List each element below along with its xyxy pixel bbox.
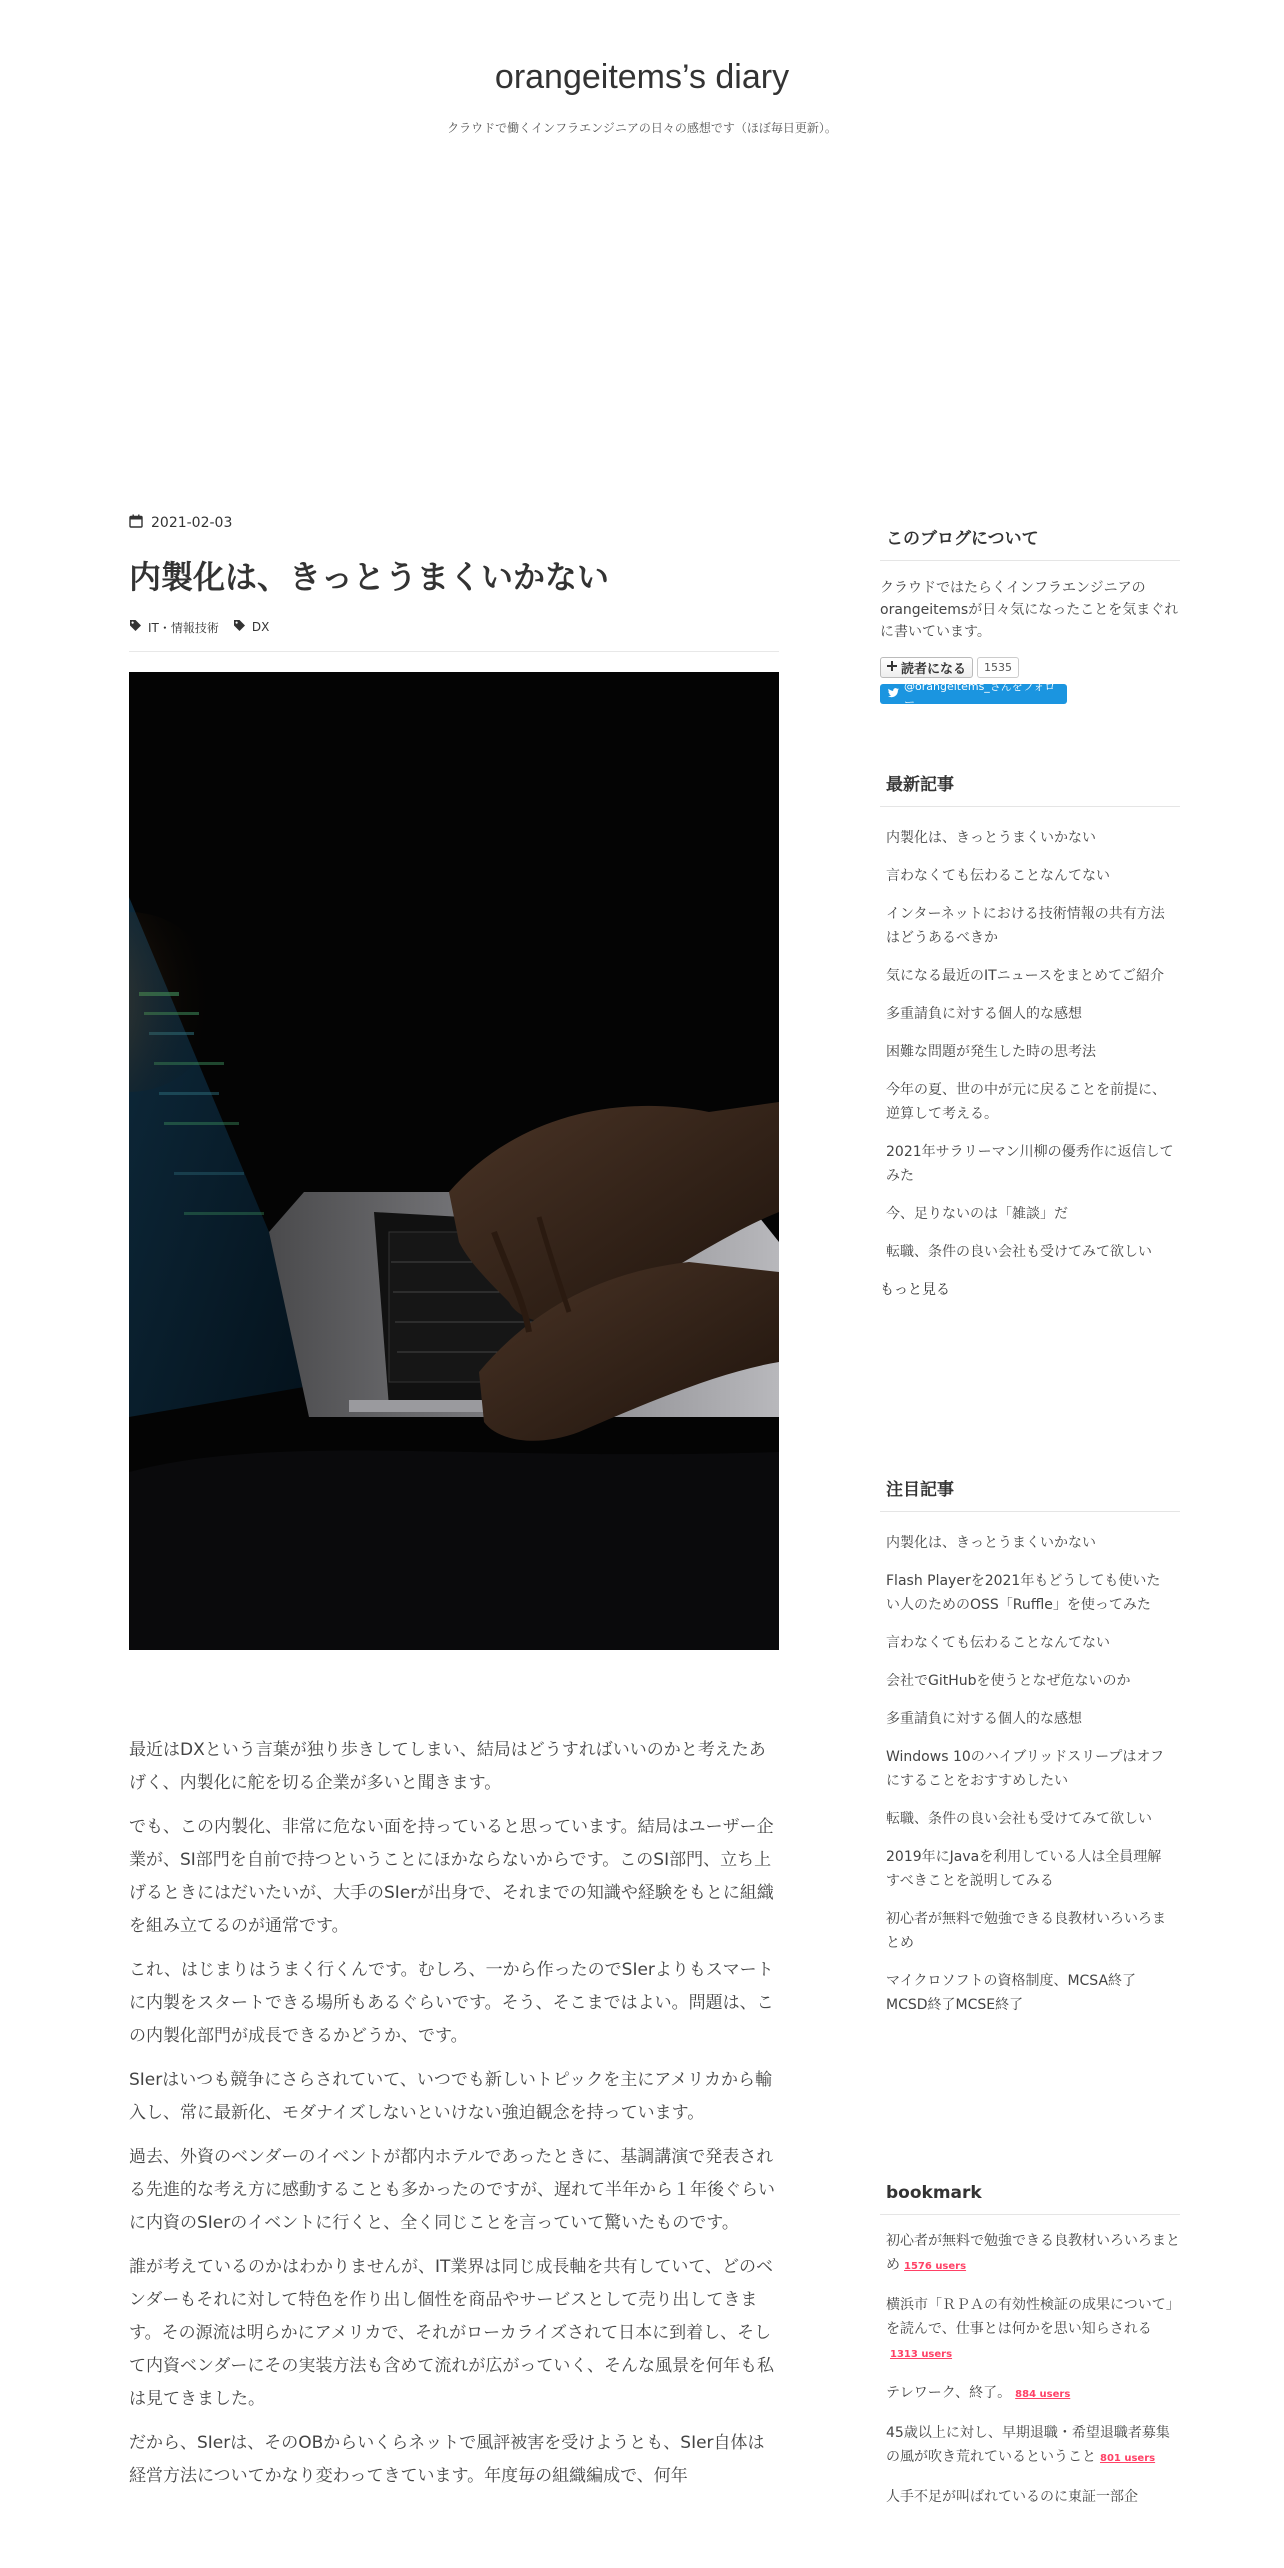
eyecatch-laptop-photo	[129, 672, 779, 1650]
popular-item	[880, 1662, 1180, 1700]
sidebar-bookmark-module	[880, 2183, 1180, 2523]
recent-item	[880, 857, 1180, 895]
popular-item-link[interactable]: 内製化は、きっとうまくいかない	[886, 1535, 1096, 1551]
entry-article	[129, 513, 779, 2504]
recent-item	[880, 1133, 1180, 1195]
bookmark-item-link[interactable]: 横浜市「ＲＰＡの有効性検証の成果について」を読んで、仕事とは何かを思い知らされる	[886, 2297, 1180, 2337]
blog-title-link[interactable]: orangeitems’s diary	[494, 58, 790, 96]
popular-item	[880, 1838, 1180, 1900]
subscribe-label: 読者になる	[901, 662, 967, 677]
popular-item-link[interactable]: 言わなくても伝わることなんてない	[886, 1635, 1110, 1651]
tag-icon	[129, 619, 142, 635]
popular-item	[880, 1524, 1180, 1562]
blog-description: クラウドで働くインフラエンジニアの日々の感想です（ほぼ毎日更新）。	[447, 121, 837, 135]
subscribe-button[interactable]	[880, 657, 973, 678]
bookmark-item-link[interactable]: 人手不足が叫ばれているのに東証一部企	[886, 2489, 1138, 2505]
category-label: DX	[251, 620, 270, 634]
bookmark-item-link[interactable]: テレワーク、終了。	[886, 2385, 1012, 2401]
entry-paragraph: 過去、外資のベンダーのイベントが都内ホテルであったときに、基調講演で発表される先進的な考え方に感動することも多かったのですが、遅れて半年から１年後ぐらいに内資のSIerのイベントに行くと、全く同じことを言っていて驚いたものです。	[129, 2147, 775, 2233]
popular-item-link[interactable]: 初心者が無料で勉強できる良教材いろいろまとめ	[886, 1911, 1166, 1951]
category-dx[interactable]	[233, 619, 269, 635]
popular-item	[880, 1800, 1180, 1838]
recent-item-link[interactable]: 今年の夏、世の中が元に戻ることを前提に、逆算して考える。	[886, 1082, 1166, 1122]
popular-item-link[interactable]: 転職、条件の良い会社も受けてみて欲しい	[886, 1811, 1152, 1827]
about-text: クラウドではたらくインフラエンジニアのorangeitemsが日々気になったことを気まぐれに書いています。	[880, 580, 1179, 640]
popular-item-link[interactable]: 多重請負に対する個人的な感想	[886, 1711, 1082, 1727]
popular-item-link[interactable]: マイクロソフトの資格制度、MCSA終了MCSD終了MCSE終了	[886, 1973, 1137, 2013]
blog-header	[0, 58, 1284, 136]
bookmark-item-link[interactable]: 45歳以上に対し、早期退職・希望退職者募集の風が吹き荒れているということ	[886, 2425, 1170, 2465]
bookmark-count[interactable]: 1576 users	[904, 2261, 967, 2272]
recent-item-link[interactable]: 今、足りないのは「雑談」だ	[886, 1206, 1068, 1222]
recent-item	[880, 1033, 1180, 1071]
bookmark-item	[880, 2229, 1180, 2293]
entry-title[interactable]: 内製化は、きっとうまくいかない	[129, 558, 610, 596]
recent-item-link[interactable]: 困難な問題が発生した時の思考法	[886, 1044, 1096, 1060]
category-it[interactable]	[129, 619, 219, 636]
popular-item-link[interactable]: 会社でGitHubを使うとなぜ危ないのか	[886, 1673, 1131, 1689]
recent-item	[880, 1233, 1180, 1271]
recent-item	[880, 895, 1180, 957]
title-divider	[129, 651, 779, 652]
bookmark-item	[880, 2485, 1180, 2523]
bookmark-item	[880, 2381, 1180, 2421]
twitter-follow-label: @orangeitems_さんをフォロー	[904, 680, 1056, 709]
recent-item-link[interactable]: 内製化は、きっとうまくいかない	[886, 830, 1096, 846]
recent-more-link[interactable]: もっと見る	[880, 1282, 950, 1298]
twitter-follow-button[interactable]	[880, 680, 1067, 709]
bookmark-count[interactable]: 801 users	[1100, 2453, 1156, 2464]
bookmark-item	[880, 2293, 1180, 2381]
about-title: このブログについて	[880, 524, 1180, 561]
popular-item	[880, 1562, 1180, 1624]
twitter-icon	[888, 688, 899, 701]
recent-item-link[interactable]: 言わなくても伝わることなんてない	[886, 868, 1110, 884]
bookmark-list	[880, 2229, 1180, 2523]
popular-list	[880, 1524, 1180, 2024]
popular-item-link[interactable]: Windows 10のハイブリッドスリープはオフにすることをおすすめしたい	[886, 1749, 1164, 1789]
entry-paragraph: でも、この内製化、非常に危ない面を持っていると思っています。結局はユーザー企業が、SI部門を自前で持つということにほかならないからです。このSI部門、立ち上げるときにはだいたいが、大手のSIerが出身で、それまでの知識や経験をもとに組織を組み立てるのが通常です。	[129, 1817, 774, 1936]
popular-item	[880, 1624, 1180, 1662]
recent-item	[880, 1195, 1180, 1233]
popular-item	[880, 1700, 1180, 1738]
entry-paragraph: SIerはいつも競争にさらされていて、いつでも新しいトピックを主にアメリカから輸入し、常に最新化、モダナイズしないといけない強迫観念を持っています。	[129, 2070, 773, 2123]
bookmark-count[interactable]: 1313 users	[890, 2349, 953, 2360]
popular-item-link[interactable]: Flash Playerを2021年もどうしても使いたい人のためのOSS「Ruffle」を使ってみた	[886, 1573, 1161, 1613]
sidebar-recent-module	[880, 770, 1180, 1299]
entry-body	[129, 1734, 779, 2493]
bookmark-item-link[interactable]: 初心者が無料で勉強できる良教材いろいろまとめ	[886, 2233, 1180, 2273]
reader-row	[880, 657, 1180, 678]
recent-item	[880, 957, 1180, 995]
entry-date-text: 2021-02-03	[151, 515, 233, 531]
category-label: IT・情報技術	[148, 620, 219, 635]
popular-item	[880, 1962, 1180, 2024]
entry-paragraph: これ、はじまりはうまく行くんです。むしろ、一から作ったのでSIerよりもスマートに内製をスタートできる場所もあるぐらいです。そう、そこまではよい。問題は、この内製化部門が成長できるかどうか、です。	[129, 1960, 774, 2046]
recent-list	[880, 819, 1180, 1271]
recent-item-link[interactable]: 2021年サラリーマン川柳の優秀作に返信してみた	[886, 1144, 1174, 1184]
sidebar-popular-module	[880, 1475, 1180, 2024]
entry-paragraph: 誰が考えているのかはわかりませんが、IT業界は同じ成長軸を共有していて、どのベンダーもそれに対して特色を作り出し個性を商品やサービスとして売り出してきます。その源流は明らかにアメリカで、それがローカライズされて日本に到着し、そして内資ベンダーにその実装方法も含めて流れが広がっていく、そんな風景を何年も私は見てきました。	[129, 2257, 774, 2409]
popular-item-link[interactable]: 2019年にJavaを利用している人は全員理解すべきことを説明してみる	[886, 1849, 1162, 1889]
entry-categories	[129, 617, 779, 637]
bookmark-count[interactable]: 884 users	[1015, 2389, 1071, 2400]
tag-icon	[233, 619, 246, 635]
entry-paragraph: 最近はDXという言葉が独り歩きしてしまい、結局はどうすればいいのかと考えたあげく、内製化に舵を切る企業が多いと聞きます。	[129, 1740, 766, 1793]
popular-item	[880, 1738, 1180, 1800]
recent-item-link[interactable]: 気になる最近のITニュースをまとめてご紹介	[886, 968, 1164, 984]
recent-item-link[interactable]: インターネットにおける技術情報の共有方法はどうあるべきか	[886, 906, 1165, 946]
recent-item-link[interactable]: 転職、条件の良い会社も受けてみて欲しい	[886, 1244, 1152, 1260]
entry-date[interactable]	[129, 513, 779, 533]
reader-count[interactable]: 1535	[977, 657, 1019, 678]
recent-title: 最新記事	[880, 770, 1180, 807]
entry-paragraph: だから、SIerは、そのOBからいくらネットで風評被害を受けようとも、SIer自体は経営方法についてかなり変わってきています。年度毎の組織編成で、何年	[129, 2433, 765, 2486]
calendar-icon	[129, 514, 143, 532]
recent-item	[880, 995, 1180, 1033]
bookmark-item	[880, 2421, 1180, 2485]
recent-item	[880, 819, 1180, 857]
popular-item	[880, 1900, 1180, 1962]
recent-item	[880, 1071, 1180, 1133]
popular-title: 注目記事	[880, 1475, 1180, 1512]
bookmark-title: bookmark	[880, 2183, 1180, 2215]
recent-item-link[interactable]: 多重請負に対する個人的な感想	[886, 1006, 1082, 1022]
plus-icon	[887, 660, 897, 675]
sidebar-about-module	[880, 524, 1180, 709]
